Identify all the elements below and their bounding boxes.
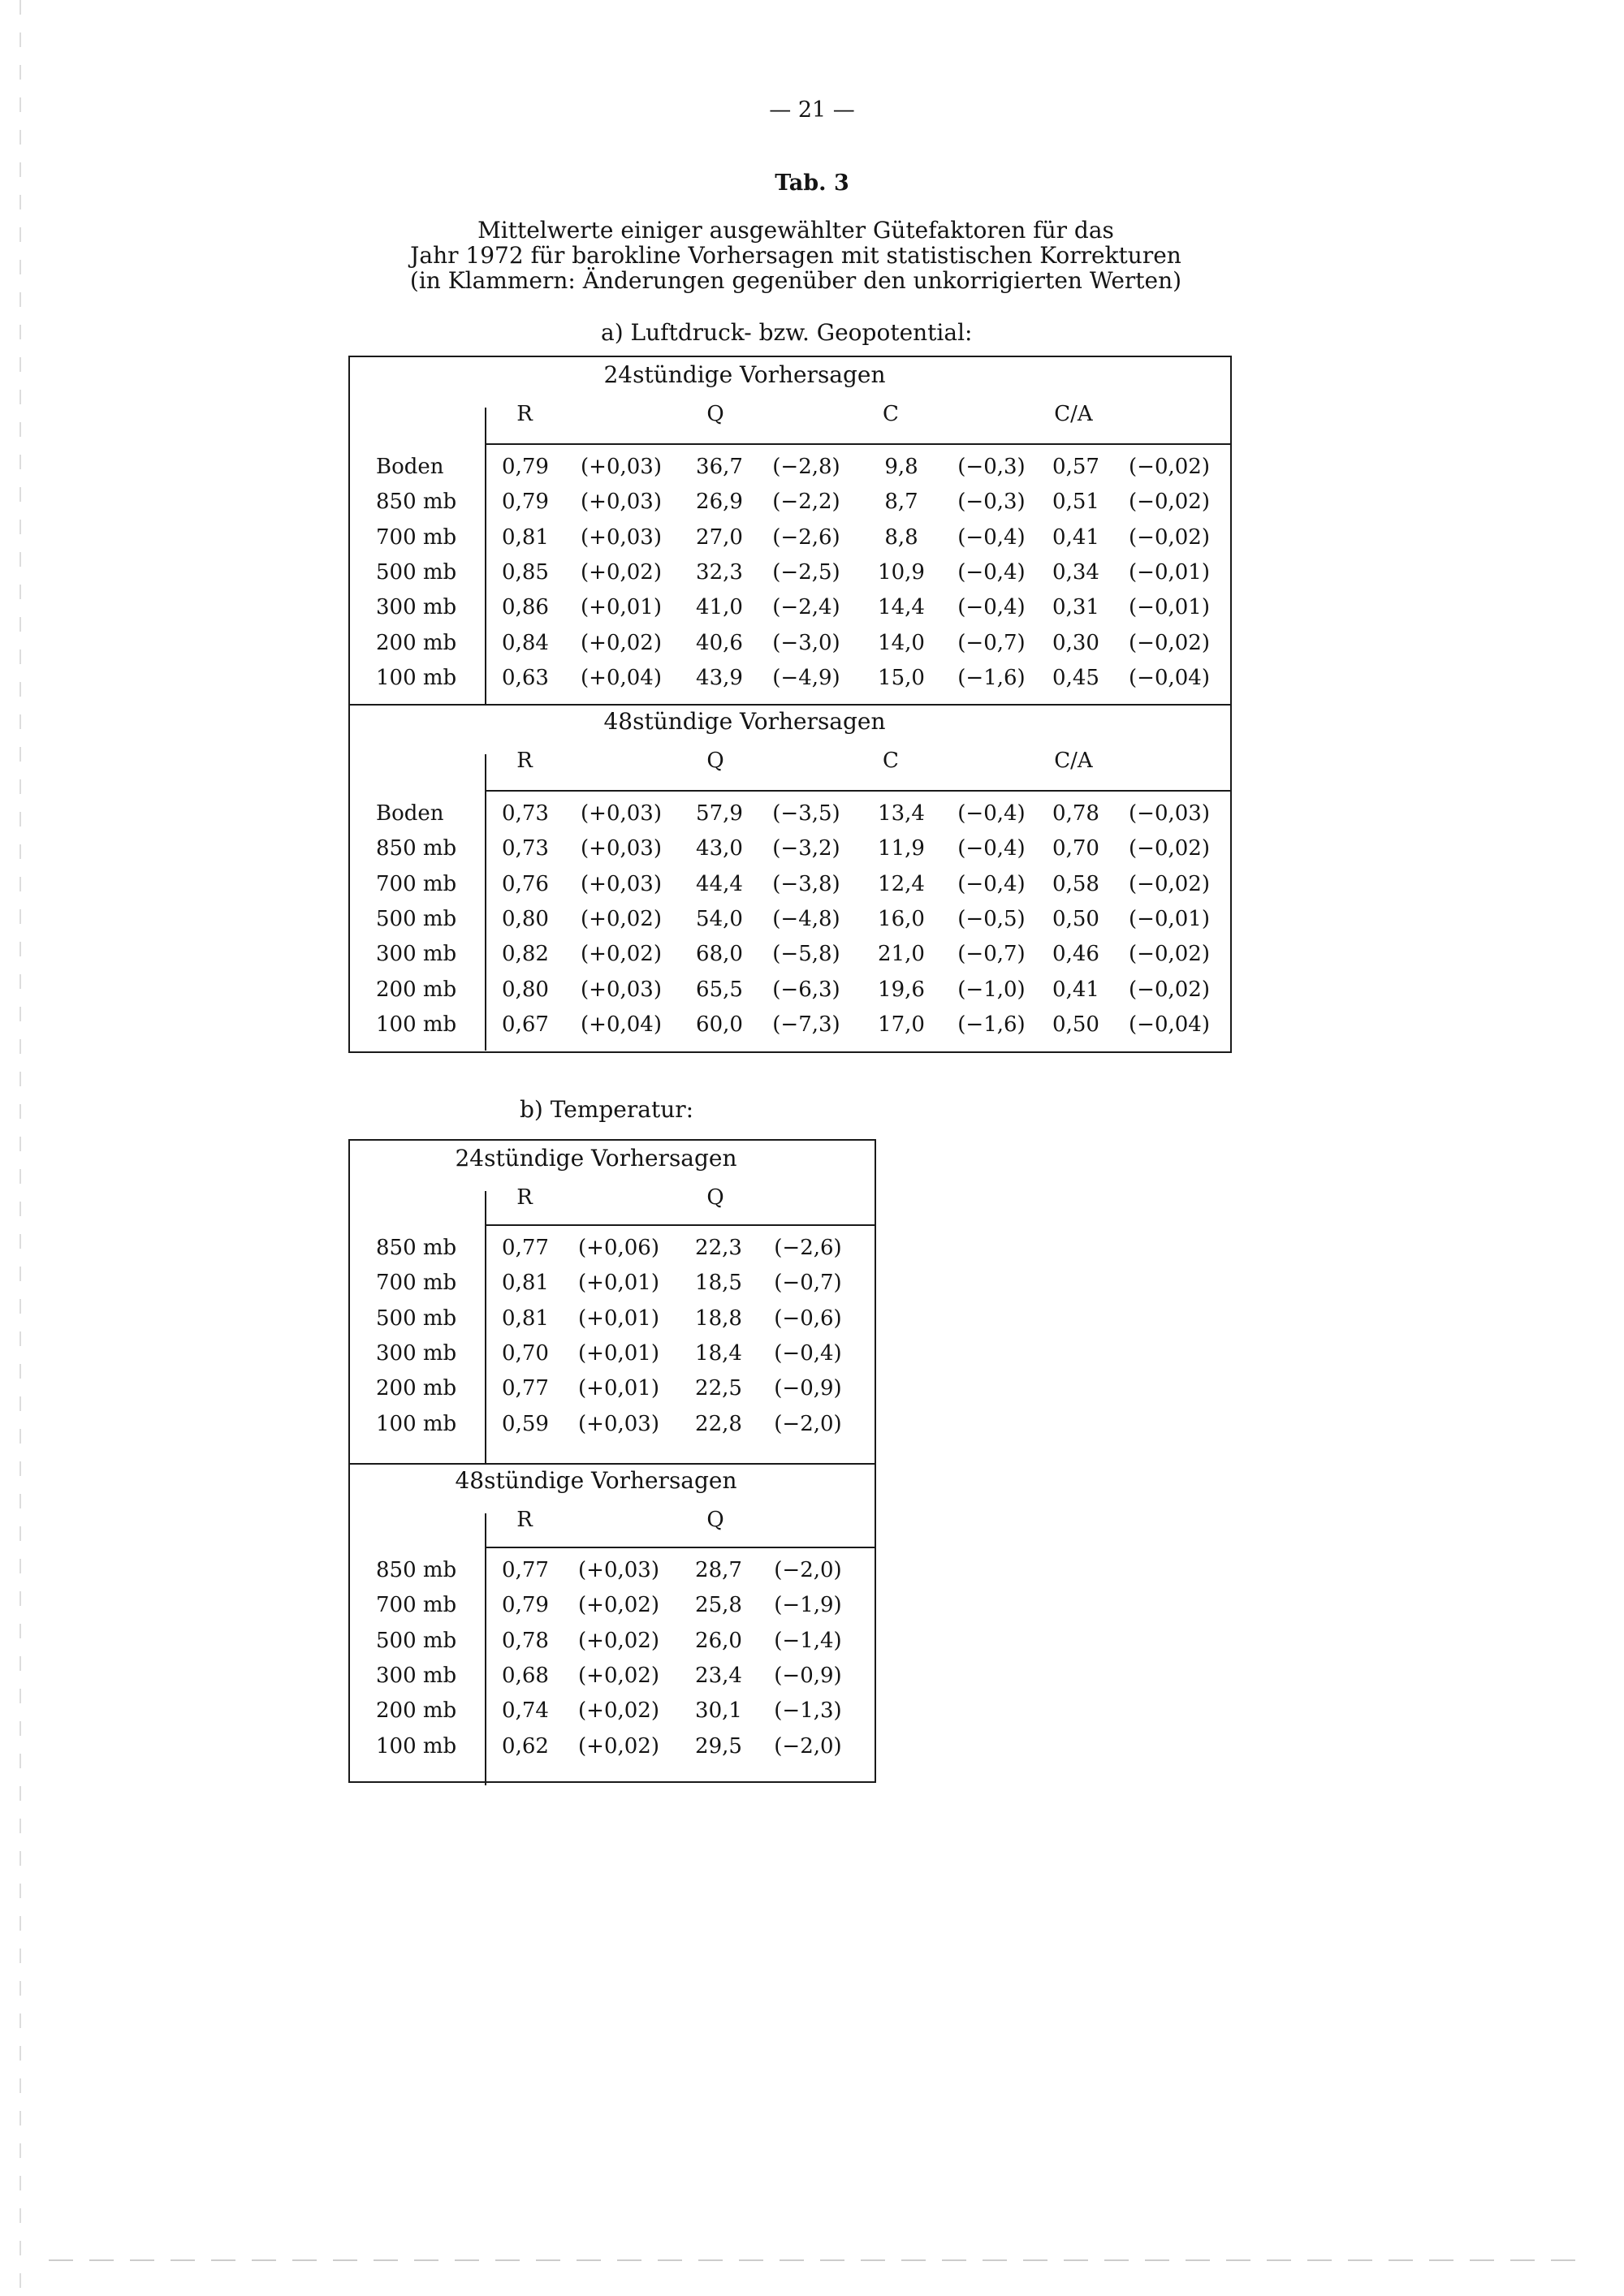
- table-cell: (−0,4): [957, 871, 1026, 896]
- table-cell: 44,4: [696, 871, 743, 896]
- page-number: — 21 —: [769, 97, 855, 123]
- table-cell: (−0,02): [1129, 455, 1210, 479]
- level-label: 200 mb: [376, 1698, 457, 1724]
- table-cell: 14,4: [878, 595, 925, 620]
- table-cell: (−0,01): [1129, 559, 1210, 585]
- table-cell: (−2,5): [772, 559, 840, 585]
- table-cell: (−1,6): [957, 1012, 1026, 1037]
- level-label: 300 mb: [376, 595, 457, 620]
- table-cell: (−0,4): [957, 524, 1026, 550]
- table-cell: (+0,04): [581, 1012, 662, 1037]
- column-header: R: [516, 1185, 533, 1210]
- table-cell: 0,70: [502, 1340, 549, 1366]
- level-label: Boden: [376, 455, 444, 479]
- table-cell: 0,34: [1052, 559, 1099, 585]
- table-cell: (+0,06): [578, 1236, 659, 1260]
- table-cell: 0,41: [1052, 977, 1099, 1002]
- forecast-period-title: 24stündige Vorhersagen: [603, 361, 886, 388]
- table-cell: (−0,04): [1129, 665, 1210, 690]
- table-cell: (+0,01): [578, 1340, 659, 1366]
- table-cell: 22,3: [695, 1236, 742, 1260]
- forecast-period-title: 48stündige Vorhersagen: [603, 708, 886, 735]
- table-cell: 0,74: [502, 1698, 549, 1724]
- table-cell: (+0,03): [581, 524, 662, 550]
- table-cell: 0,30: [1052, 630, 1099, 655]
- table-cell: (+0,03): [581, 801, 662, 826]
- table-cell: (−2,8): [772, 455, 840, 479]
- table-cell: (+0,01): [581, 595, 662, 620]
- table-cell: 0,67: [502, 1012, 549, 1037]
- table-cell: 21,0: [878, 942, 925, 967]
- temperature-table: [348, 1139, 876, 1783]
- level-label: 500 mb: [376, 1628, 457, 1653]
- table-cell: 22,5: [695, 1376, 742, 1401]
- table-cell: 30,1: [695, 1698, 742, 1724]
- table-cell: (−2,0): [774, 1733, 842, 1759]
- column-header: Q: [706, 749, 724, 773]
- table-cell: 13,4: [878, 801, 925, 826]
- table-cell: (−3,5): [772, 801, 840, 826]
- table-cell: (+0,03): [578, 1411, 659, 1436]
- table-cell: (−1,6): [957, 665, 1026, 690]
- column-header: C/A: [1054, 749, 1093, 773]
- table-cell: (+0,02): [581, 630, 662, 655]
- table-cell: (−0,01): [1129, 595, 1210, 620]
- level-label: 100 mb: [376, 1012, 457, 1037]
- table-cell: (−0,9): [774, 1376, 842, 1401]
- table-cell: (−0,4): [957, 595, 1026, 620]
- level-label: 100 mb: [376, 1411, 457, 1436]
- table-cell: 14,0: [878, 630, 925, 655]
- level-label: 300 mb: [376, 942, 457, 967]
- table-cell: 0,78: [1052, 801, 1099, 826]
- table-cell: 18,5: [695, 1271, 742, 1296]
- table-cell: 8,8: [884, 524, 918, 550]
- scan-edge: [19, 0, 21, 2296]
- table-cell: 0,77: [502, 1236, 549, 1260]
- table-cell: 65,5: [696, 977, 743, 1002]
- table-cell: (−0,4): [957, 836, 1026, 861]
- table-cell: (−1,4): [774, 1628, 842, 1653]
- column-header: C: [883, 749, 899, 773]
- table-cell: (−0,5): [957, 906, 1026, 931]
- level-label: 300 mb: [376, 1663, 457, 1688]
- table-cell: (+0,01): [578, 1306, 659, 1331]
- table-cell: (−2,4): [772, 595, 840, 620]
- table-cell: 0,50: [1052, 1012, 1099, 1037]
- table-cell: 17,0: [878, 1012, 925, 1037]
- table-cell: 0,77: [502, 1558, 549, 1582]
- table-cell: (−1,9): [774, 1593, 842, 1618]
- table-cell: 0,78: [502, 1628, 549, 1653]
- table-cell: (+0,02): [581, 559, 662, 585]
- table-cell: (−3,8): [772, 871, 840, 896]
- column-header: C/A: [1054, 402, 1093, 426]
- caption-line: Mittelwerte einiger ausgewählter Gütefaktoren für das: [477, 217, 1114, 244]
- table-cell: (−0,02): [1129, 524, 1210, 550]
- table-cell: 0,84: [502, 630, 549, 655]
- table-cell: (−7,3): [772, 1012, 840, 1037]
- table-cell: 29,5: [695, 1733, 742, 1759]
- table-cell: (+0,01): [578, 1376, 659, 1401]
- table-cell: 36,7: [696, 455, 743, 479]
- table-cell: (+0,02): [578, 1628, 659, 1653]
- table-cell: 0,77: [502, 1376, 549, 1401]
- table-cell: 57,9: [696, 801, 743, 826]
- scan-edge: [49, 2259, 1575, 2261]
- table-cell: 40,6: [696, 630, 743, 655]
- table-cell: 22,8: [695, 1411, 742, 1436]
- section-a-title: a) Luftdruck- bzw. Geopotential:: [601, 319, 973, 346]
- table-cell: 11,9: [878, 836, 925, 861]
- table-cell: 0,63: [502, 665, 549, 690]
- table-cell: 18,8: [695, 1306, 742, 1331]
- table-label: Tab. 3: [775, 170, 849, 196]
- table-cell: (+0,03): [581, 977, 662, 1002]
- level-label: 300 mb: [376, 1340, 457, 1366]
- table-cell: (−4,8): [772, 906, 840, 931]
- table-cell: (+0,02): [578, 1663, 659, 1688]
- table-cell: 0,70: [1052, 836, 1099, 861]
- column-header: C: [883, 402, 899, 426]
- column-header: R: [516, 1508, 533, 1532]
- level-label: 700 mb: [376, 1593, 457, 1618]
- forecast-period-title: 24stündige Vorhersagen: [455, 1145, 737, 1172]
- level-label: 700 mb: [376, 524, 457, 550]
- table-cell: 15,0: [878, 665, 925, 690]
- table-cell: 0,81: [502, 1271, 549, 1296]
- table-cell: (−2,6): [774, 1236, 842, 1260]
- table-cell: (−0,6): [774, 1306, 842, 1331]
- table-cell: (−0,04): [1129, 1012, 1210, 1037]
- table-cell: (−3,2): [772, 836, 840, 861]
- forecast-period-title: 48stündige Vorhersagen: [455, 1467, 737, 1494]
- table-cell: 0,86: [502, 595, 549, 620]
- table-cell: (−4,9): [772, 665, 840, 690]
- table-cell: (−0,4): [957, 559, 1026, 585]
- table-cell: (−2,0): [774, 1558, 842, 1582]
- table-cell: (−2,6): [772, 524, 840, 550]
- table-cell: 0,51: [1052, 490, 1099, 515]
- table-cell: 9,8: [884, 455, 918, 479]
- table-cell: (−3,0): [772, 630, 840, 655]
- table-cell: (−0,3): [957, 490, 1026, 515]
- table-cell: 0,45: [1052, 665, 1099, 690]
- table-cell: 0,79: [502, 490, 549, 515]
- level-label: 100 mb: [376, 1733, 457, 1759]
- table-cell: 0,85: [502, 559, 549, 585]
- table-cell: 0,79: [502, 455, 549, 479]
- table-cell: 23,4: [695, 1663, 742, 1688]
- table-cell: 0,31: [1052, 595, 1099, 620]
- table-cell: (−5,8): [772, 942, 840, 967]
- table-cell: 0,68: [502, 1663, 549, 1688]
- table-cell: (−0,7): [957, 942, 1026, 967]
- level-label: 200 mb: [376, 977, 457, 1002]
- table-cell: (−1,3): [774, 1698, 842, 1724]
- table-cell: (+0,02): [578, 1698, 659, 1724]
- table-cell: (+0,02): [578, 1593, 659, 1618]
- table-cell: (−0,02): [1129, 490, 1210, 515]
- table-cell: 8,7: [884, 490, 918, 515]
- table-cell: 0,62: [502, 1733, 549, 1759]
- table-cell: (+0,02): [581, 906, 662, 931]
- pressure-table: [348, 356, 1232, 1053]
- table-cell: 27,0: [696, 524, 743, 550]
- table-cell: (−2,2): [772, 490, 840, 515]
- column-header: Q: [706, 1508, 724, 1532]
- table-cell: 26,9: [696, 490, 743, 515]
- level-label: 700 mb: [376, 871, 457, 896]
- table-cell: (−0,02): [1129, 836, 1210, 861]
- section-b-title: b) Temperatur:: [520, 1096, 694, 1123]
- table-cell: 26,0: [695, 1628, 742, 1653]
- table-cell: (−0,02): [1129, 977, 1210, 1002]
- level-label: 500 mb: [376, 906, 457, 931]
- column-header: Q: [706, 402, 724, 426]
- table-cell: 0,76: [502, 871, 549, 896]
- table-cell: 0,80: [502, 977, 549, 1002]
- table-cell: (−1,0): [957, 977, 1026, 1002]
- table-cell: 25,8: [695, 1593, 742, 1618]
- level-label: 850 mb: [376, 836, 457, 861]
- table-cell: 28,7: [695, 1558, 742, 1582]
- table-cell: 0,81: [502, 1306, 549, 1331]
- level-label: 500 mb: [376, 559, 457, 585]
- table-cell: 0,80: [502, 906, 549, 931]
- column-header: Q: [706, 1185, 724, 1210]
- table-cell: (+0,03): [581, 455, 662, 479]
- caption-line: Jahr 1972 für barokline Vorhersagen mit statistischen Korrekturen: [410, 242, 1181, 269]
- table-cell: (−0,02): [1129, 942, 1210, 967]
- table-cell: 0,50: [1052, 906, 1099, 931]
- table-cell: 0,41: [1052, 524, 1099, 550]
- column-header: R: [516, 749, 533, 773]
- table-cell: 54,0: [696, 906, 743, 931]
- table-cell: 0,58: [1052, 871, 1099, 896]
- table-cell: 0,82: [502, 942, 549, 967]
- level-label: 850 mb: [376, 1558, 457, 1582]
- level-label: 200 mb: [376, 630, 457, 655]
- table-cell: 41,0: [696, 595, 743, 620]
- table-cell: (−0,02): [1129, 630, 1210, 655]
- table-cell: 43,9: [696, 665, 743, 690]
- table-cell: (−2,0): [774, 1411, 842, 1436]
- table-cell: 68,0: [696, 942, 743, 967]
- level-label: 850 mb: [376, 490, 457, 515]
- table-cell: (−6,3): [772, 977, 840, 1002]
- table-cell: (+0,03): [581, 490, 662, 515]
- table-cell: (+0,03): [581, 871, 662, 896]
- table-cell: 43,0: [696, 836, 743, 861]
- table-cell: (−0,7): [774, 1271, 842, 1296]
- level-label: Boden: [376, 801, 444, 826]
- table-cell: (+0,01): [578, 1271, 659, 1296]
- level-label: 500 mb: [376, 1306, 457, 1331]
- caption-line: (in Klammern: Änderungen gegenüber den unkorrigierten Werten): [409, 267, 1182, 294]
- table-cell: 0,79: [502, 1593, 549, 1618]
- table-cell: (−0,4): [774, 1340, 842, 1366]
- table-cell: 18,4: [695, 1340, 742, 1366]
- table-cell: 19,6: [878, 977, 925, 1002]
- table-cell: (+0,03): [581, 836, 662, 861]
- table-cell: 0,73: [502, 801, 549, 826]
- table-cell: (+0,03): [578, 1558, 659, 1582]
- table-cell: 32,3: [696, 559, 743, 585]
- table-cell: (−0,9): [774, 1663, 842, 1688]
- table-cell: 0,81: [502, 524, 549, 550]
- table-cell: 60,0: [696, 1012, 743, 1037]
- level-label: 850 mb: [376, 1236, 457, 1260]
- table-cell: 0,46: [1052, 942, 1099, 967]
- level-label: 700 mb: [376, 1271, 457, 1296]
- table-cell: (−0,3): [957, 455, 1026, 479]
- table-cell: (−0,02): [1129, 871, 1210, 896]
- table-cell: (+0,02): [581, 942, 662, 967]
- table-cell: (−0,4): [957, 801, 1026, 826]
- table-cell: 0,57: [1052, 455, 1099, 479]
- table-cell: (+0,02): [578, 1733, 659, 1759]
- level-label: 200 mb: [376, 1376, 457, 1401]
- table-cell: (−0,03): [1129, 801, 1210, 826]
- table-cell: 16,0: [878, 906, 925, 931]
- table-cell: (+0,04): [581, 665, 662, 690]
- table-cell: 10,9: [878, 559, 925, 585]
- table-cell: 0,73: [502, 836, 549, 861]
- column-header: R: [516, 402, 533, 426]
- table-cell: (−0,01): [1129, 906, 1210, 931]
- table-cell: (−0,7): [957, 630, 1026, 655]
- table-cell: 0,59: [502, 1411, 549, 1436]
- level-label: 100 mb: [376, 665, 457, 690]
- table-caption: [309, 218, 1283, 293]
- table-cell: 12,4: [878, 871, 925, 896]
